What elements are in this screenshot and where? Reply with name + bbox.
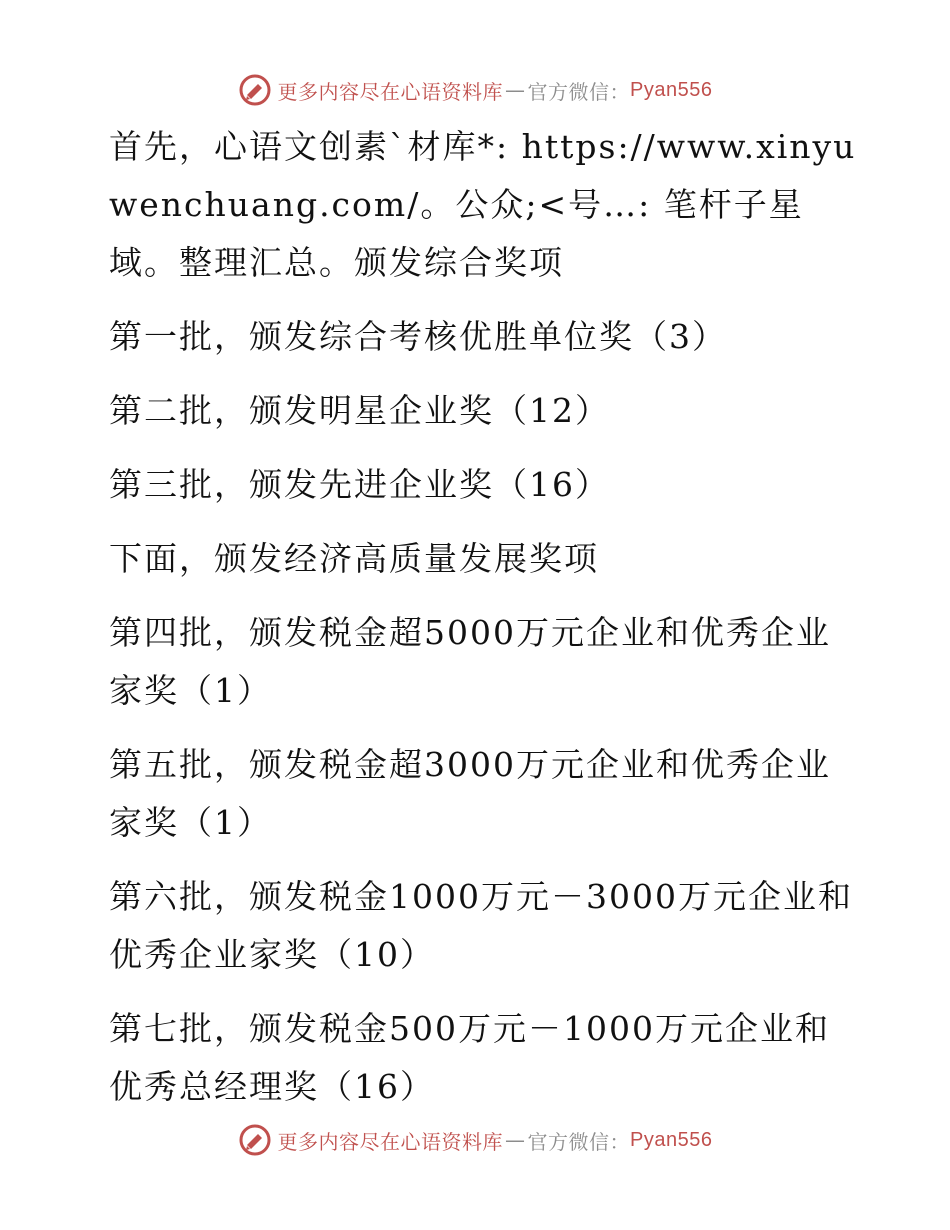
- paragraph-batch-1: 第一批，颁发综合考核优胜单位奖（3）: [109, 317, 727, 356]
- paragraph-batch-3: 第三批，颁发先进企业奖（16）: [109, 465, 610, 504]
- book-pen-logo-icon: [238, 73, 272, 107]
- header-banner: [0, 70, 950, 110]
- paragraph-economy-heading: 下面，颁发经济高质量发展奖项: [109, 539, 599, 578]
- paragraph-batch-7: 第七批，颁发税金500万元－1000万元企业和优秀总经理奖（16）: [109, 1009, 830, 1106]
- paragraph-intro: 首先，心语文创素`材库*: https://www.xinyuwenchuang.com/。公众;<号…: 笔杆子星域。整理汇总。颁发综合奖项: [109, 127, 857, 282]
- paragraph-batch-5: 第五批，颁发税金超3000万元企业和优秀企业家奖（1）: [109, 745, 831, 842]
- banner-text: 更多内容尽在心语资料库: [277, 79, 504, 104]
- paragraph-batch-4: 第四批，颁发税金超5000万元企业和优秀企业家奖（1）: [109, 613, 831, 710]
- banner-suffix: 官方微信：: [527, 1129, 631, 1154]
- banner-suffix: 官方微信：: [527, 79, 631, 104]
- banner-dash: —: [505, 1128, 526, 1152]
- book-pen-logo-icon: [238, 1123, 272, 1157]
- document-body: [97, 118, 857, 1132]
- banner-dash: —: [505, 78, 526, 102]
- paragraph-batch-6: 第六批，颁发税金1000万元－3000万元企业和优秀企业家奖（10）: [109, 877, 853, 974]
- banner-wechat-id: Pyan556: [630, 1128, 713, 1151]
- paragraph-batch-2: 第二批，颁发明星企业奖（12）: [109, 391, 610, 430]
- footer-banner: [0, 1120, 950, 1160]
- banner-wechat-id: Pyan556: [630, 78, 713, 101]
- banner-text: 更多内容尽在心语资料库: [277, 1129, 504, 1154]
